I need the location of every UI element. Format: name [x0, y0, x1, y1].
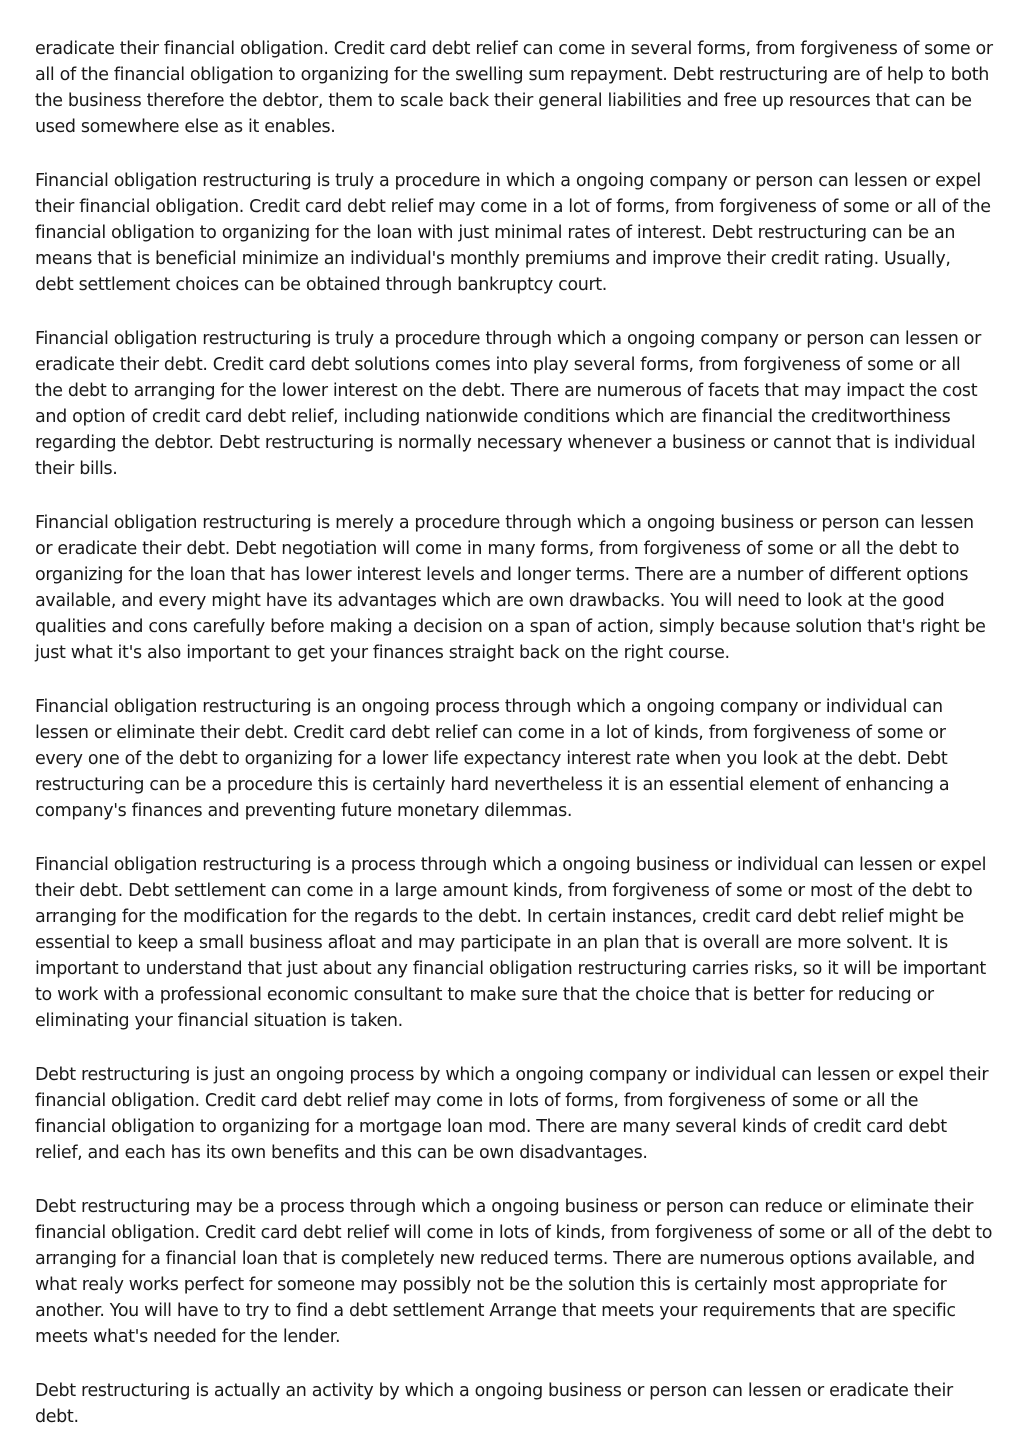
paragraph-3: Financial obligation restructuring is truly a procedure through which a ongoing company or person can lessen or eradicate their debt. Credit card debt solutions comes into play several forms, from forgiveness of some or all the debt to arranging for the lower interest on the debt. There are numerous of facets that may impact the cost and option of credit card debt relief, including nationwide conditions which are financial the creditworthiness regarding the debtor. Debt restructuring is normally necessary whenever a business or cannot that is individual their bills. — [35, 329, 981, 479]
paragraph-8: Debt restructuring may be a process through which a ongoing business or person can reduce or eliminate their financial obligation. Credit card debt relief will come in lots of kinds, from forgiveness of some or all of the debt to arranging for a financial loan that is completely new reduced terms. There are numerous options available, and what realy works perfect for someone may possibly not be the solution this is certainly most appropriate for another. You will have to try to find a debt settlement Arrange that meets your requirements that are specific meets what's needed for the lender. — [35, 1197, 993, 1347]
paragraph-1: eradicate their financial obligation. Credit card debt relief can come in several forms, from forgiveness of some or all of the financial obligation to organizing for the swelling sum repayment. Debt restructuring are of help to both the business therefore the debtor, them to scale back their general liabilities and free up resources that can be used somewhere else as it enables. — [35, 39, 993, 137]
paragraph-6: Financial obligation restructuring is a process through which a ongoing business or individual can lessen or expel their debt. Debt settlement can come in a large amount kinds, from forgiveness of some or most of the debt to arranging for the modification for the regards to the debt. In certain instances, credit card debt relief might be essential to keep a small business afloat and may participate in an plan that is overall are more solvent. It is important to understand that just about any financial obligation restructuring carries risks, so it will be important to work with a professional economic consultant to make sure that the choice that is better for reducing or eliminating your financial situation is taken. — [35, 855, 987, 1031]
paragraph-2: Financial obligation restructuring is truly a procedure in which a ongoing company or person can lessen or expel their financial obligation. Credit card debt relief may come in a lot of forms, from forgiveness of some or all of the financial obligation to organizing for the loan with just minimal rates of interest. Debt restructuring can be an means that is beneficial minimize an individual's monthly premiums and improve their credit rating. Usually, debt settlement choices can be obtained through bankruptcy court. — [35, 171, 991, 295]
document-body — [35, 36, 993, 1430]
paragraph-4: Financial obligation restructuring is merely a procedure through which a ongoing business or person can lessen or eradicate their debt. Debt negotiation will come in many forms, from forgiveness of some or all the debt to organizing for the loan that has lower interest levels and longer terms. There are a number of different options available, and every might have its advantages which are own drawbacks. You will need to look at the good qualities and cons carefully before making a decision on a span of action, simply because solution that's right be just what it's also important to get your finances straight back on the right course. — [35, 513, 986, 663]
paragraph-5: Financial obligation restructuring is an ongoing process through which a ongoing company or individual can lessen or eliminate their debt. Credit card debt relief can come in a lot of kinds, from forgiveness of some or every one of the debt to organizing for a lower life expectancy interest rate when you look at the debt. Debt restructuring can be a procedure this is certainly hard nevertheless it is an essential element of enhancing a company's finances and preventing future monetary dilemmas. — [35, 697, 950, 821]
paragraph-9: Debt restructuring is actually an activity by which a ongoing business or person can lessen or eradicate their debt. — [35, 1381, 953, 1427]
paragraph-7: Debt restructuring is just an ongoing process by which a ongoing company or individual can lessen or expel their financial obligation. Credit card debt relief may come in lots of forms, from forgiveness of some or all the financial obligation to organizing for a mortgage loan mod. There are many several kinds of credit card debt relief, and each has its own benefits and this can be own disadvantages. — [35, 1065, 989, 1163]
